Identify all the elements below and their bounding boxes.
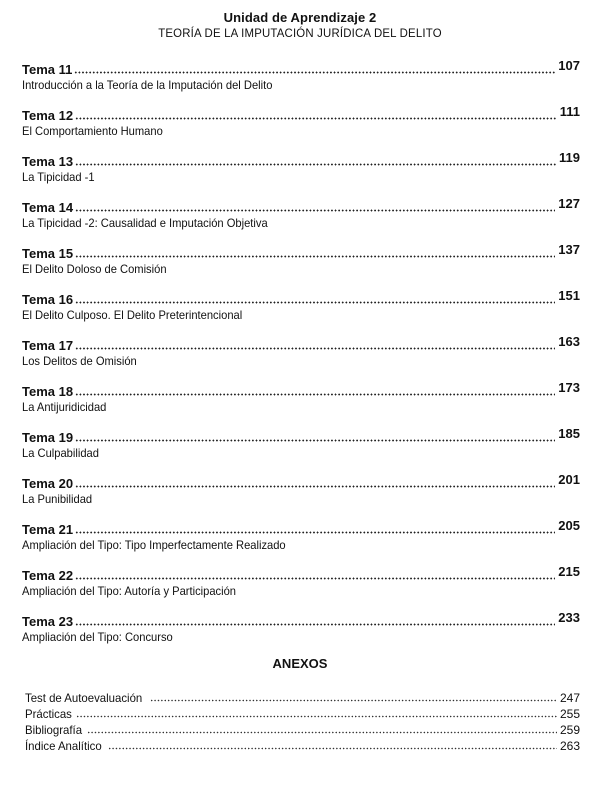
annexes-title: ANEXOS xyxy=(272,656,328,671)
toc-entry-line xyxy=(22,381,580,399)
toc-entry[interactable] xyxy=(22,335,580,381)
toc-entry-line xyxy=(22,59,580,77)
toc-entry-page: 119 xyxy=(559,150,580,165)
toc-entry-description: Los Delitos de Omisión xyxy=(22,354,137,368)
toc-entry-page: 107 xyxy=(558,58,580,73)
toc-entry-page: 185 xyxy=(558,426,580,441)
toc-entry-description: Introducción a la Teoría de la Imputación del Delito xyxy=(22,78,273,92)
annex-entry[interactable] xyxy=(25,721,580,737)
toc-entry-description: El Delito Culposo. El Delito Preterintencional xyxy=(22,308,243,322)
toc-entry-label: Tema 16 xyxy=(22,292,74,307)
toc-entry[interactable] xyxy=(22,381,580,427)
dot-leader xyxy=(74,71,555,74)
annex-list xyxy=(25,689,580,753)
dot-leader xyxy=(75,209,555,212)
toc-entry-label: Tema 12 xyxy=(22,108,74,123)
toc-entry-label: Tema 18 xyxy=(22,384,74,399)
toc-entry[interactable] xyxy=(22,611,580,657)
dot-leader xyxy=(75,255,555,258)
toc-entry-label: Tema 22 xyxy=(22,568,74,583)
toc-entry-description: La Tipicidad -2: Causalidad e Imputación Objetiva xyxy=(22,216,268,230)
toc-entry-page: 173 xyxy=(558,380,580,395)
toc-entry-line xyxy=(22,519,580,537)
toc-entry[interactable] xyxy=(22,105,580,151)
dot-leader xyxy=(75,301,555,304)
annex-entry-page: 255 xyxy=(559,707,580,721)
toc-entry-label: Tema 19 xyxy=(22,430,74,445)
toc-entry-description: La Culpabilidad xyxy=(22,446,99,460)
annex-entry-label: Índice Analítico xyxy=(25,739,102,753)
annex-entry-label: Test de Autoevaluación xyxy=(25,691,143,705)
dot-leader xyxy=(75,577,555,580)
toc-entry[interactable] xyxy=(22,243,580,289)
dot-leader xyxy=(75,485,555,488)
toc-entry-line xyxy=(22,105,580,123)
toc-entry-page: 215 xyxy=(558,564,580,579)
toc-entry-label: Tema 23 xyxy=(22,614,74,629)
dot-leader xyxy=(75,117,557,120)
toc-entry-page: 205 xyxy=(558,518,580,533)
toc-entry-line xyxy=(22,243,580,261)
dot-leader xyxy=(150,699,557,702)
toc-entry-description: La Antijuridicidad xyxy=(22,400,107,414)
toc-entry-line xyxy=(22,565,580,583)
toc-entry-label: Tema 21 xyxy=(22,522,74,537)
annex-entry[interactable] xyxy=(25,737,580,753)
annex-entry-label: Bibliografía xyxy=(25,723,83,737)
dot-leader xyxy=(108,747,557,750)
toc-entry-line xyxy=(22,611,580,629)
toc-entry-label: Tema 15 xyxy=(22,246,74,261)
dot-leader xyxy=(75,531,555,534)
toc-entry-line xyxy=(22,289,580,307)
toc-entry[interactable] xyxy=(22,151,580,197)
annex-entry-label: Prácticas xyxy=(25,707,72,721)
annex-entry-page: 259 xyxy=(559,723,580,737)
toc-entry-line xyxy=(22,473,580,491)
toc-entry-description: El Delito Doloso de Comisión xyxy=(22,262,167,276)
toc-entry-line xyxy=(22,335,580,353)
toc-entry-page: 201 xyxy=(558,472,580,487)
toc-entry-label: Tema 17 xyxy=(22,338,74,353)
unit-title: Unidad de Aprendizaje 2 xyxy=(223,10,377,25)
unit-subtitle: TEORÍA DE LA IMPUTACIÓN JURÍDICA DEL DELITO xyxy=(158,26,442,40)
toc-entry-page: 137 xyxy=(558,242,580,257)
topic-list xyxy=(22,59,580,657)
toc-entry-description: Ampliación del Tipo: Concurso xyxy=(22,630,173,644)
toc-entry-description: La Tipicidad -1 xyxy=(22,170,95,184)
dot-leader xyxy=(76,715,557,718)
toc-entry[interactable] xyxy=(22,427,580,473)
toc-entry[interactable] xyxy=(22,289,580,335)
dot-leader xyxy=(75,439,555,442)
toc-entry-description: Ampliación del Tipo: Autoría y Participación xyxy=(22,584,237,598)
toc-entry-page: 233 xyxy=(558,610,580,625)
toc-entry-label: Tema 11 xyxy=(22,62,73,77)
toc-entry-page: 151 xyxy=(558,288,580,303)
toc-entry-line xyxy=(22,427,580,445)
toc-entry-page: 111 xyxy=(559,104,580,119)
annex-entry-page: 247 xyxy=(559,691,580,705)
dot-leader xyxy=(75,393,555,396)
toc-entry-label: Tema 13 xyxy=(22,154,74,169)
dot-leader xyxy=(87,731,557,734)
toc-entry[interactable] xyxy=(22,59,580,105)
toc-entry-description: La Punibilidad xyxy=(22,492,93,506)
toc-entry-label: Tema 14 xyxy=(22,200,74,215)
dot-leader xyxy=(75,347,555,350)
toc-entry-description: El Comportamiento Humano xyxy=(22,124,163,138)
toc-entry-line xyxy=(22,197,580,215)
toc-entry-description: Ampliación del Tipo: Tipo Imperfectamente Realizado xyxy=(22,538,286,552)
toc-entry-label: Tema 20 xyxy=(22,476,74,491)
toc-entry-page: 127 xyxy=(558,196,580,211)
annex-entry-page: 263 xyxy=(559,739,580,753)
dot-leader xyxy=(75,623,555,626)
toc-entry[interactable] xyxy=(22,519,580,565)
toc-entry-line xyxy=(22,151,580,169)
dot-leader xyxy=(75,163,556,166)
annex-entry[interactable] xyxy=(25,689,580,705)
toc-entry[interactable] xyxy=(22,473,580,519)
toc-entry[interactable] xyxy=(22,197,580,243)
toc-entry[interactable] xyxy=(22,565,580,611)
annex-entry[interactable] xyxy=(25,705,580,721)
toc-entry-page: 163 xyxy=(558,334,580,349)
